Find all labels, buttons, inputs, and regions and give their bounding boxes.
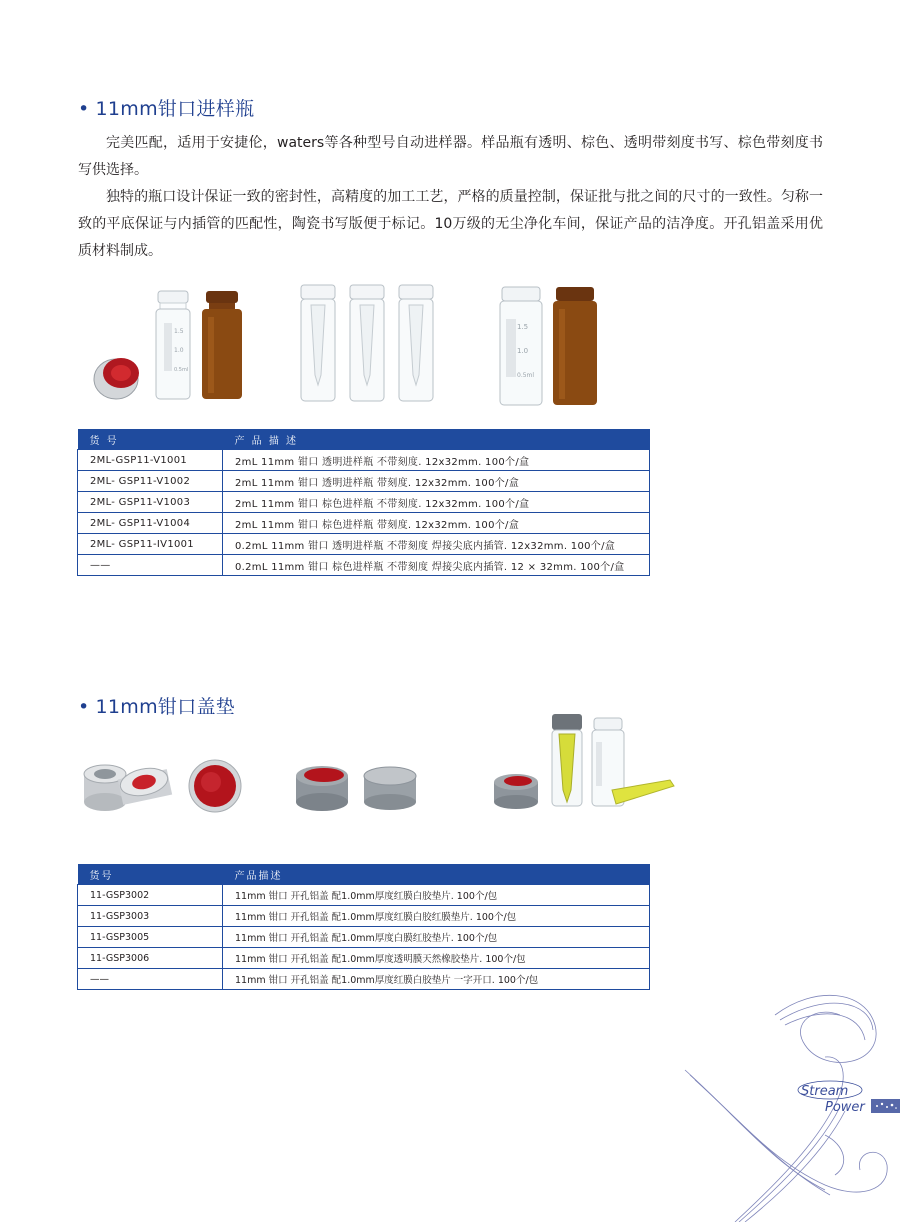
item-description: 2mL 11mm 钳口 棕色进样瓶 不带刻度. 12x32mm. 100个/盒: [223, 492, 650, 513]
item-number: 2ML- GSP11-IV1001: [78, 534, 223, 555]
item-number: 11-GSP3005: [78, 927, 223, 948]
table-row: [78, 450, 650, 471]
vial-photo-clear-amber: [88, 283, 268, 405]
bullet: •: [78, 98, 90, 120]
item-number: 2ML-GSP11-V1001: [78, 450, 223, 471]
item-number: 2ML- GSP11-V1003: [78, 492, 223, 513]
vial-photo-insert-vials: [297, 283, 442, 405]
header-description: 产品描述: [223, 864, 650, 885]
item-number: 2ML- GSP11-V1004: [78, 513, 223, 534]
item-description: 11mm 钳口 开孔铝盖 配1.0mm厚度红膜白胶红膜垫片. 100个/包: [223, 906, 650, 927]
decorative-swirl-logo: [675, 985, 900, 1222]
header-item-number: 货号: [78, 864, 223, 885]
item-description: 11mm 钳口 开孔铝盖 配1.0mm厚度白膜红胶垫片. 100个/包: [223, 927, 650, 948]
item-description: 2mL 11mm 钳口 透明进样瓶 不带刻度. 12x32mm. 100个/盒: [223, 450, 650, 471]
item-number: 11-GSP3002: [78, 885, 223, 906]
graduation-label: 1.0: [174, 347, 184, 354]
graduation-label: 1.5: [517, 323, 529, 331]
section-title-text: 11mm钳口进样瓶: [95, 98, 255, 120]
item-number: 11-GSP3003: [78, 906, 223, 927]
section-title-text: 11mm钳口盖垫: [95, 696, 236, 718]
cap-photo-silver-red: [82, 752, 247, 817]
graduation-label: 0.5ml: [517, 372, 535, 379]
section-title-caps: [78, 692, 235, 719]
table-row: [78, 927, 650, 948]
item-description: 2mL 11mm 钳口 棕色进样瓶 带刻度. 12x32mm. 100个/盒: [223, 513, 650, 534]
table-row: [78, 555, 650, 576]
table-row: [78, 471, 650, 492]
item-number: 2ML- GSP11-V1002: [78, 471, 223, 492]
graduation-label: 0.5ml: [174, 367, 189, 373]
table-row: [78, 906, 650, 927]
description-text: [78, 130, 823, 265]
item-description: 11mm 钳口 开孔铝盖 配1.0mm厚度透明膜天然橡胶垫片. 100个/包: [223, 948, 650, 969]
table-header-row: [78, 864, 650, 885]
item-description: 2mL 11mm 钳口 透明进样瓶 带刻度. 12x32mm. 100个/盒: [223, 471, 650, 492]
table-header-row: [78, 429, 650, 450]
table-row: [78, 492, 650, 513]
vial-product-table: [77, 429, 650, 576]
header-description: 产 品 描 述: [223, 429, 650, 450]
table-row: [78, 948, 650, 969]
table-row: [78, 513, 650, 534]
item-number: 11-GSP3006: [78, 948, 223, 969]
cap-photo-grey-red: [292, 762, 422, 812]
logo-power: Power: [825, 1100, 865, 1115]
bullet: •: [78, 696, 90, 718]
item-description: 11mm 钳口 开孔铝盖 配1.0mm厚度红膜白胶垫片. 100个/包: [223, 885, 650, 906]
logo-stream: Stream: [801, 1084, 849, 1099]
section-title-vials: [78, 94, 254, 121]
item-number: ——: [78, 969, 223, 990]
item-description: 11mm 钳口 开孔铝盖 配1.0mm厚度红膜白胶垫片 一字开口. 100个/包: [223, 969, 650, 990]
item-description: 0.2mL 11mm 钳口 棕色进样瓶 不带刻度 焊接尖底内插管. 12 × 32mm. 100个/盒: [223, 555, 650, 576]
paragraph: 独特的瓶口设计保证一致的密封性，高精度的加工工艺，严格的质量控制，保证批与批之间的尺寸的一致性。匀称一致的平底保证与内插管的匹配性，陶瓷书写版便于标记。10万级的无尘净化车间，保证产品的洁净度。开孔铝盖采用优质材料制成。: [78, 189, 823, 259]
graduation-label: 1.5: [174, 328, 184, 335]
header-item-number: 货 号: [78, 429, 223, 450]
paragraph: 完美匹配，适用于安捷伦，waters等各种型号自动进样器。样品瓶有透明、棕色、透明带刻度书写、棕色带刻度书写供选择。: [78, 135, 823, 178]
cap-photo-vial-assembly: [492, 712, 682, 812]
vial-photo-graduated-vials: [498, 283, 603, 409]
table-row: [78, 885, 650, 906]
item-number: ——: [78, 555, 223, 576]
item-description: 0.2mL 11mm 钳口 透明进样瓶 不带刻度 焊接尖底内插管. 12x32mm. 100个/盒: [223, 534, 650, 555]
graduation-label: 1.0: [517, 347, 529, 355]
cap-product-table: [77, 864, 650, 990]
table-row: [78, 969, 650, 990]
table-row: [78, 534, 650, 555]
